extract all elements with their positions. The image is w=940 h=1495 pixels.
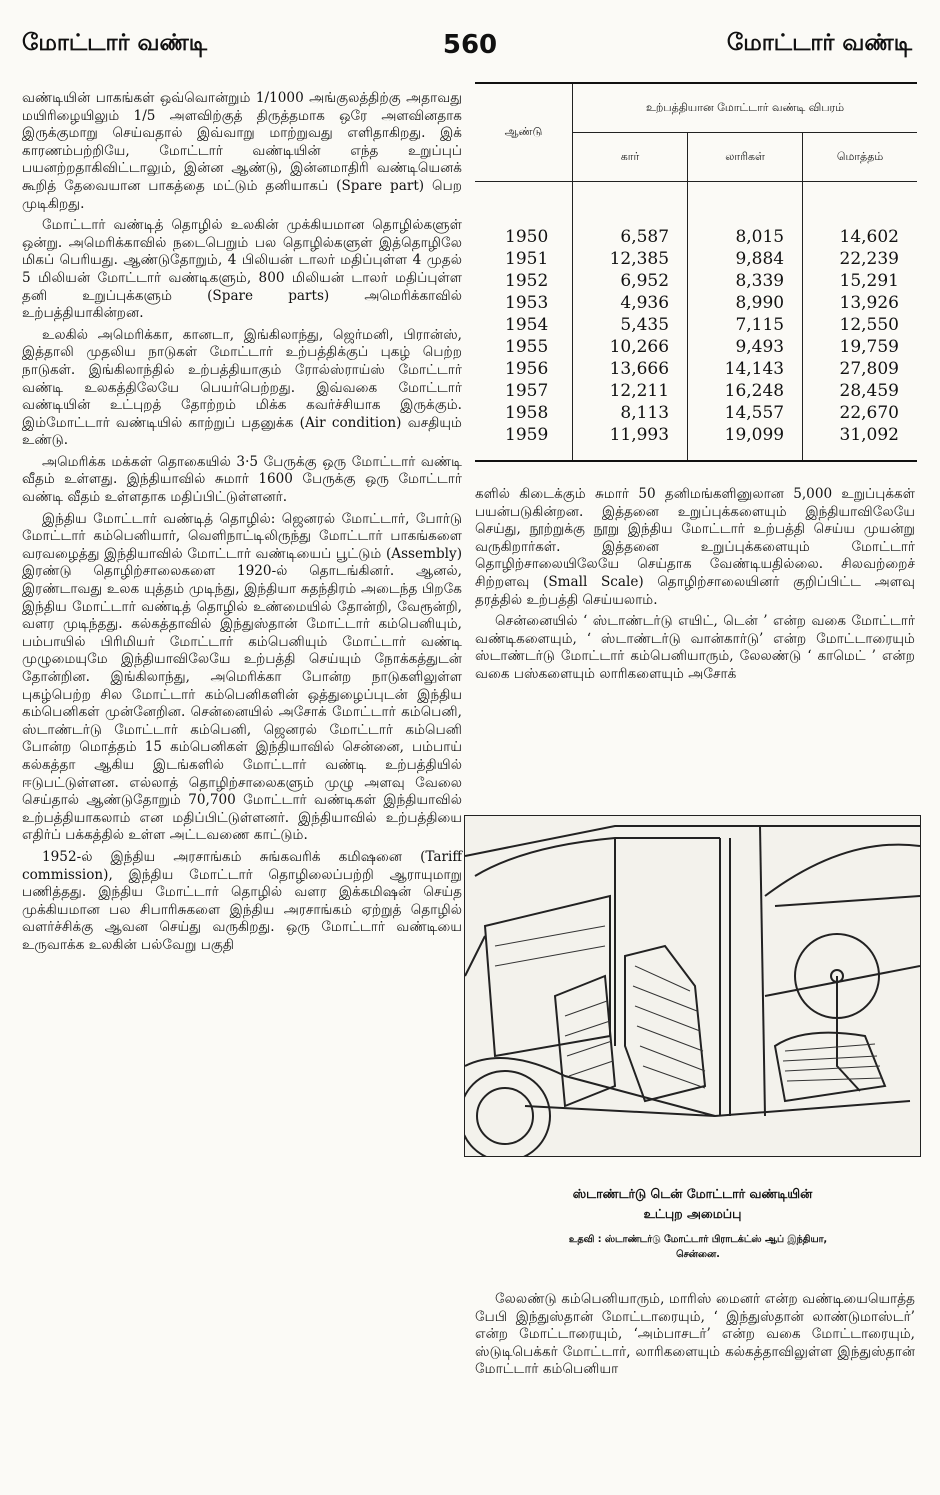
table-cell: 11,993 <box>573 424 688 461</box>
right-running-title: மோட்டார் வண்டி <box>726 30 912 56</box>
table-cell: 10,266 <box>573 336 688 358</box>
table-row <box>475 358 917 380</box>
paragraph: 1952-ல் இந்திய அரசாங்கம் சுங்கவரிக் கமிஷனை (Tariff commission), இந்திய மோட்டார் தொழிலைப்பற்றி ஆராயுமாறு பணித்தது. இந்திய மோட்டார் தொழில் வளர இக்கமிஷன் செய்த முக்கியமான பல சிபாரிசுகளை இந்திய அரசாங்கம் ஏற்றுத் தொழில் வளர்ச்சிக்கு ஆவன செய்து வருகிறது. ஒரு மோட்டார் வண்டியை உருவாக்க உலகின் பல்வேறு பகுதி <box>22 848 462 953</box>
table-cell: 16,248 <box>688 380 803 402</box>
left-running-title: மோட்டார் வண்டி <box>22 30 208 56</box>
table-cell: 1953 <box>505 293 549 313</box>
left-column <box>22 90 462 959</box>
figure-credit <box>498 1232 898 1262</box>
table-row <box>475 402 917 424</box>
table-cell: 12,385 <box>573 248 688 270</box>
table-cell: 8,990 <box>688 292 803 314</box>
paragraph: உலகில் அமெரிக்கா, கானடா, இங்கிலாந்து, ஜெர்மனி, பிரான்ஸ், இத்தாலி முதலிய நாடுகள் மோட்டார் உற்பத்திக்குப் புகழ் பெற்ற நாடுகள். இங்கிலாந்தில் உற்பத்தியாகும் ரோல்ஸ்ராய்ஸ் மோட்டார் வண்டி உலகத்திலேயே பெயர்பெற்றது. இவ்வகை மோட்டார் வண்டியின் உட்புறத் தோற்றம் மிக்க கவர்ச்சியாக இருக்கும். இம்மோட்டார் வண்டியில் காற்றுப் பதனுக்க (Air condition) வசதியும் உண்டு. <box>22 326 462 449</box>
table-cell: 12,211 <box>573 380 688 402</box>
table-cell: 1959 <box>505 425 549 445</box>
column-header: லாரிகள் <box>688 133 803 182</box>
table-row <box>475 248 917 270</box>
table-cell: 14,557 <box>688 402 803 424</box>
group-header: உற்பத்தியான மோட்டார் வண்டி விபரம் <box>573 83 918 133</box>
table-cell: 22,670 <box>803 402 917 424</box>
table-row <box>475 336 917 358</box>
figure-caption: ஸ்டாண்டர்டு டென் மோட்டார் வண்டியின் <box>572 1186 813 1201</box>
table-row <box>475 424 917 461</box>
right-column-bottom <box>475 1291 915 1383</box>
table-row <box>475 314 917 336</box>
table-cell: 22,239 <box>803 248 917 270</box>
table-cell: 1950 <box>505 227 549 247</box>
table-cell: 6,952 <box>573 270 688 292</box>
table-cell: 6,587 <box>573 182 688 249</box>
credit-line: உதவி : ஸ்டாண்டர்டு மோட்டார் பிராடக்ட்ஸ் ஆப் இந்தியா, <box>568 1234 828 1245</box>
table-cell: 1952 <box>505 271 549 291</box>
column-header: மொத்தம் <box>803 133 917 182</box>
table-cell: 1957 <box>505 381 549 401</box>
table-row <box>475 380 917 402</box>
car-interior-illustration <box>464 815 921 1157</box>
paragraph: அமெரிக்க மக்கள் தொகையில் 3·5 பேருக்கு ஒரு மோட்டார் வண்டி வீதம் உள்ளது. இந்தியாவில் சுமார் 1600 பேருக்கு ஒரு மோட்டார் வண்டி வீதம் உள்ளதாக மதிப்பிட்டுள்ளனர். <box>22 453 462 506</box>
table-cell: 19,759 <box>803 336 917 358</box>
table-cell: 13,666 <box>573 358 688 380</box>
table-cell: 13,926 <box>803 292 917 314</box>
table-cell: 1951 <box>505 249 549 269</box>
table-cell: 7,115 <box>688 314 803 336</box>
page-number: 560 <box>442 30 498 60</box>
table-cell: 9,493 <box>688 336 803 358</box>
table-cell: 1954 <box>505 315 549 335</box>
table-row <box>475 182 917 249</box>
table-cell: 5,435 <box>573 314 688 336</box>
credit-line: சென்னை. <box>676 1249 720 1260</box>
table-row <box>475 292 917 314</box>
paragraph: வண்டியின் பாகங்கள் ஒவ்வொன்றும் 1/1000 அங்குலத்திற்கு அதாவது மயிரிழையிலும் 1/5 அளவிற்குத் திருத்தமாக ஒரே அளவினதாக இருக்குமாறு செய்வதால் இவ்வாறு மாற்றுவது எளிதாகிறது. இக் காரணம்பற்றியே, மோட்டார் வண்டியின் எந்த உறுப்புப் பயனற்றதாகிவிட்டாலும், இன்ன ஆண்டு, இன்னமாதிரி வண்டியெனக் கூறித் தேவையான பாகத்தை மட்டும் தனியாகப் (Spare part) பெற முடிகிறது. <box>22 90 462 212</box>
right-column-top <box>475 486 915 688</box>
table-cell: 27,809 <box>803 358 917 380</box>
production-table <box>475 82 917 462</box>
table-cell: 19,099 <box>688 424 803 461</box>
table-cell: 12,550 <box>803 314 917 336</box>
paragraph: சென்னையில் ‘ ஸ்டாண்டர்டு எயிட், டென் ’ என்ற வகை மோட்டார் வண்டிகளையும், ‘ ஸ்டாண்டர்டு வான்கார்டு’ என்ற மோட்டாரையும் ஸ்டாண்டர்டு மோட்டார் கம்பெனியாரும், லேலண்டு ‘ காமெட் ’ என்ற வகை பஸ்களையும் லாரிகளையும் அசோக் <box>475 613 915 682</box>
table-cell: 9,884 <box>688 248 803 270</box>
table-cell: 4,936 <box>573 292 688 314</box>
table-row <box>475 270 917 292</box>
table-cell: 14,143 <box>688 358 803 380</box>
table-cell: 15,291 <box>803 270 917 292</box>
column-header: கார் <box>573 133 688 182</box>
figure-caption: உட்புற அமைப்பு <box>643 1206 742 1221</box>
table-cell: 31,092 <box>803 424 917 461</box>
year-header: ஆண்டு <box>475 83 573 182</box>
table-cell: 8,113 <box>573 402 688 424</box>
paragraph: மோட்டார் வண்டித் தொழில் உலகின் முக்கியமான தொழில்களுள் ஒன்று. அமெரிக்காவில் நடைபெறும் பல தொழில்களுள் இத்தொழிலே மிகப் பெரியது. ஆண்டுதோறும், 4 பிலியன் டாலர் மதிப்புள்ள 4 முதல் 5 மிலியன் மோட்டார் வண்டிகளும், 800 மிலியன் டாலர் மதிப்புள்ள தனி உறுப்புக்களும் (Spare parts) அமெரிக்காவில் உற்பத்தியாகின்றன. <box>22 217 462 322</box>
car-interior-drawing <box>465 816 920 1156</box>
table-cell: 1955 <box>505 337 549 357</box>
table-cell: 8,339 <box>688 270 803 292</box>
paragraph: களில் கிடைக்கும் சுமார் 50 தனிமங்களினுலான 5,000 உறுப்புக்கள் பயன்படுகின்றன. இத்தனை உறுப்புக்களையும் இந்தியாவிலேயே செய்து, நூற்றுக்கு நூறு இந்திய மோட்டார் உற்பத்தி செய்ய முயன்று வருகிறார்கள். இத்தனை உறுப்புக்களையும் மோட்டார் தொழிற்சாலையிலேயே செய்தாக வேண்டியதில்லை. சிலவற்றைச் சிற்றளவு (Small Scale) தொழிற்சாலையினர் குறிப்பிட்ட அளவு தரத்தில் உற்பத்தி செய்யலாம். <box>475 486 915 608</box>
paragraph: இந்திய மோட்டார் வண்டித் தொழில்: ஜெனரல் மோட்டார், போர்டு மோட்டார் கம்பெனியார், வெளிநாட்டிலிருந்து மோட்டார் பாகங்களை வரவழைத்து இந்தியாவில் மோட்டார் வண்டியைப் பூட்டும் (Assembly) இரண்டு தொழிற்சாலைகளை 1920-ல் தொடங்கினர். ஆனல், இரண்டாவது உலக யுத்தம் முடிந்து, இந்தியா சுதந்திரம் அடைந்த பிறகே இந்திய மோட்டார் வண்டித் தொழில் உண்மையில் தோன்றி, வேரூன்றி, வளர முடிந்தது. கல்கத்தாவில் இந்துஸ்தான் மோட்டார் கம்பெனியும், பம்பாயில் பிரிமியர் மோட்டார் கம்பெனியும் மோட்டார் வண்டி முழுமையுமே இந்தியாவிலேயே உற்பத்தி செய்யும் நோக்கத்துடன் தோன்றின. இங்கிலாந்து, அமெரிக்கா போன்ற நாடுகளிலுள்ள புகழ்பெற்ற சில மோட்டார் கம்பெனிகளின் ஒத்துழைப்புடன் இந்திய கம்பெனிகள் முன்னேறின. சென்னையில் அசோக் மோட்டார் கம்பெனி, ஸ்டாண்டர்டு மோட்டார் கம்பெனி, ஜெனரல் மோட்டார் கம்பெனி போன்ற மொத்தம் 15 கம்பெனிகள் இந்தியாவில் சென்னை, பம்பாய் கல்கத்தா ஆகிய இடங்களில் மோட்டார் வண்டி உற்பத்தியில் ஈடுபட்டுள்ளன. எல்லாத் தொழிற்சாலைகளும் முழு அளவு வேலை செய்தால் ஆண்டுதோறும் 70,700 மோட்டார் வண்டிகள் இந்தியாவில் உற்பத்தியாகலாம் என மதிப்பிட்டுள்ளனர். இந்தியாவில் உற்பத்தியை எதிர்ப் பக்கத்தில் உள்ள அட்டவணை காட்டும். <box>22 510 462 844</box>
table-cell: 8,015 <box>688 182 803 249</box>
table-cell: 1956 <box>505 359 549 379</box>
table-cell: 28,459 <box>803 380 917 402</box>
table-cell: 14,602 <box>803 182 917 249</box>
table-cell: 1958 <box>505 403 549 423</box>
paragraph: லேலண்டு கம்பெனியாரும், மாரிஸ் மைனர் என்ற வண்டியையொத்த பேபி இந்துஸ்தான் மோட்டாரையும், ‘ இந்துஸ்தான் லாண்டுமாஸ்டர்’ என்ற மோட்டாரையும், ‘அம்பாசடர்’ என்ற வகை மோட்டாரையும், ஸ்டுடிபெக்கர் மோட்டார், லாரிகளையும் கல்கத்தாவிலுள்ள இந்துஸ்தான் மோட்டார் கம்பெனியா <box>475 1291 915 1378</box>
